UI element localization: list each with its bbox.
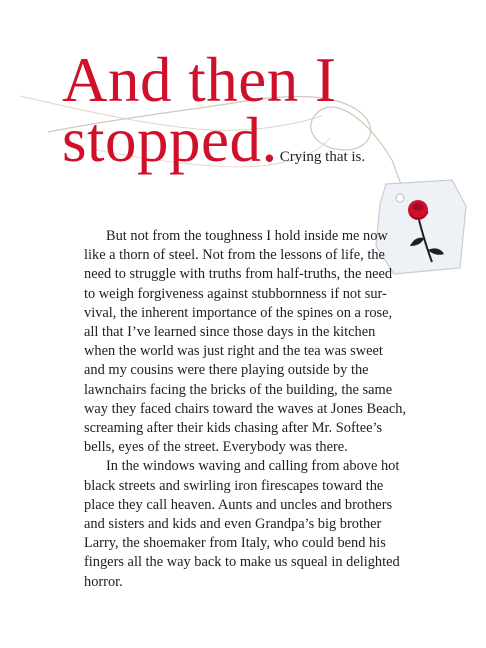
body-line: horror.: [84, 573, 123, 590]
subtitle: Crying that is.: [279, 149, 366, 165]
body-line: vival, the inherent importance of the spines on a rose,: [84, 304, 393, 321]
body-line: screaming after their kids chasing after Mr. Softee’s: [84, 420, 383, 437]
paragraph-1: [62, 227, 434, 457]
title-line-2: [62, 105, 366, 187]
body-line: and my cousins were there playing outside by the: [84, 362, 369, 379]
title-line-2-text: stopped: [62, 105, 262, 175]
title-line-1: And then I: [62, 45, 337, 115]
body-line: lawnchairs facing the bricks of the building, the same: [84, 381, 393, 398]
body-line: and sisters and kids and even Grandpa’s big brother: [84, 516, 382, 533]
body-line: all that I’ve learned since those days in the kitchen: [84, 324, 376, 341]
body-line: like a thorn of steel. Not from the lessons of life, the: [84, 247, 385, 264]
body-line: when the world was just right and the tea was sweet: [84, 343, 383, 360]
body-line: to weigh forgiveness against stubbornness if not sur-: [84, 285, 387, 302]
body-line: Larry, the shoemaker from Italy, who could bend his: [84, 535, 386, 552]
paragraph-2: [62, 457, 434, 591]
body-line: need to struggle with truths from half-truths, the need: [84, 266, 393, 283]
body-line: way they faced chairs toward the waves at Jones Beach,: [84, 400, 407, 417]
body-line: place they call heaven. Aunts and uncles and brothers: [84, 496, 393, 513]
body-text: [62, 227, 434, 592]
title-period: .: [261, 105, 278, 175]
body-line: black streets and swirling iron firescapes toward the: [84, 477, 384, 494]
body-line: fingers all the way back to make us squeal in delighted: [84, 554, 400, 571]
body-line: But not from the toughness I hold inside me now: [106, 228, 388, 244]
body-line: bells, eyes of the street. Everybody was there.: [84, 439, 348, 456]
body-line: In the windows waving and calling from above hot: [106, 458, 400, 475]
page-title: [62, 45, 366, 187]
